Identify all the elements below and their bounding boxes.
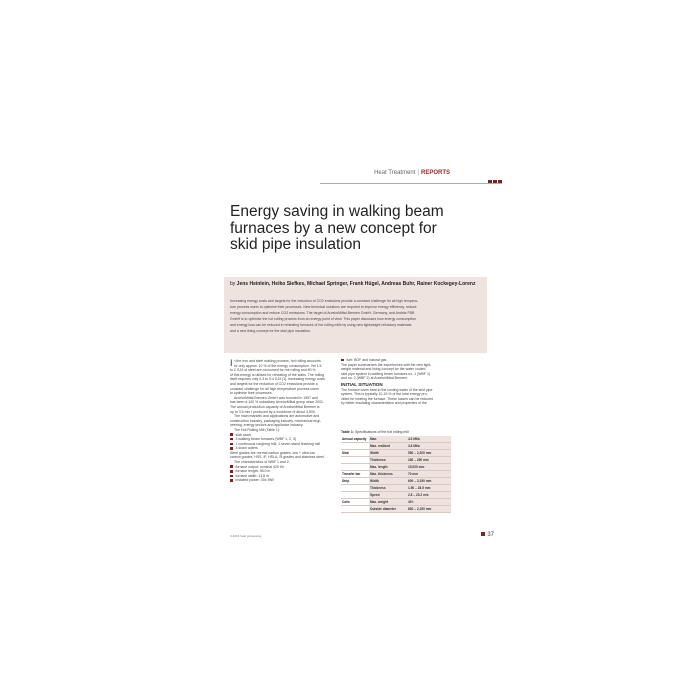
row-param: Width xyxy=(369,450,407,457)
abstract-line: Increasing energy costs and targets for the reduction of CO2 emissions provide a constant challenge for all high tempera- xyxy=(230,299,418,303)
row-group: Coils xyxy=(341,499,369,506)
section-label: Heat Treatment xyxy=(374,170,416,176)
running-header xyxy=(374,170,450,176)
table-row xyxy=(341,499,451,506)
body-line: system. This is typically 10-15 % of the total energy pro- xyxy=(341,392,428,397)
drop-cap: I xyxy=(230,358,233,368)
list-item: 3 down coilers xyxy=(230,446,336,451)
abstract-box xyxy=(224,277,487,353)
row-param: Speed xyxy=(369,492,407,499)
title-line: skid pipe insulation xyxy=(230,236,361,253)
row-value: 3.6 Mt/a xyxy=(407,443,451,450)
body-line: to 2 GJ/t of steel are consumed for hot rolling and 80 % xyxy=(230,368,316,373)
row-value: 180 – 250 mm xyxy=(407,457,451,464)
body-line: skid pipe system in walking beam furnaces no. 1 (WBF 1) xyxy=(341,371,431,376)
table-row xyxy=(341,443,451,450)
body-line: Steel grades are normal carbon grades, low + ultra low xyxy=(230,450,315,455)
row-param: Thickness xyxy=(369,485,407,492)
list-item: slab stock xyxy=(230,433,336,438)
header-rule xyxy=(320,183,502,184)
title-line: Energy saving in walking beam xyxy=(230,203,444,220)
row-group: Slab xyxy=(341,450,369,457)
body-line: The Hot Rolling Mill (Table 1): xyxy=(234,427,280,432)
row-group xyxy=(341,443,369,450)
table-row xyxy=(341,471,451,478)
page-number-text: 37 xyxy=(487,532,494,538)
abstract-line: ture process users to optimise their processes. New technical solutions are required to improve energy efficiency, reduce xyxy=(230,305,417,309)
row-param: Max. thickness xyxy=(369,471,407,478)
body-line: up to 3.6 mio t produced by a workforce of about 3,500. xyxy=(230,409,316,414)
body-line: and no. 2 (WBF 2) at ArcelorMittal Bremen. xyxy=(341,376,408,381)
row-value: 45 t xyxy=(407,499,451,506)
byline xyxy=(230,281,482,288)
row-param: Max. realised xyxy=(369,443,407,450)
list-item: 1 continuous roughing mill, 1 seven stand finishing mill xyxy=(230,442,336,447)
body-line: constant challenge for all high temperature process users xyxy=(230,386,319,391)
abstract-line: and energy loss can be reduced in reheating furnaces of hot rolling mills by using new lightweight refractory materials xyxy=(230,323,412,327)
row-param: Width xyxy=(369,478,407,485)
page-marker-icon xyxy=(481,532,485,536)
list-item: furnace output: nominal 420 t/h xyxy=(230,465,336,470)
header-squares-icon xyxy=(487,171,502,189)
table-row xyxy=(341,506,451,513)
row-group xyxy=(341,464,369,471)
body-line: The main markets and applications are automotive and xyxy=(234,414,320,419)
row-group: Transfer bar xyxy=(341,471,369,478)
row-group xyxy=(341,506,369,513)
body-line: carbon grades, HSS, IF, HSLA, Si grades and stainless steel. xyxy=(230,455,325,460)
row-value: 550 – 2,200 mm xyxy=(407,450,451,457)
body-line: The paper summarises the experiences with the new light- xyxy=(341,362,432,367)
table-row xyxy=(341,457,451,464)
list-item: installed power: 304 MW xyxy=(230,478,336,483)
byline-prefix: by xyxy=(230,281,236,287)
body-line: The furnace loses heat to the cooling water of the skid pipe xyxy=(341,387,433,392)
body-line: ArcelorMittal Bremen GmbH was founded in 1957 and xyxy=(234,395,318,400)
table-caption-label: Table 1: xyxy=(341,430,354,434)
body-line: to optimise their processes. xyxy=(230,391,273,396)
list-item: 3 walking beam furnaces (WBF 1, 2, 3) xyxy=(230,437,336,442)
article-title xyxy=(230,204,480,254)
table-row xyxy=(341,492,451,499)
row-param: Outside diameter xyxy=(369,506,407,513)
body-column-left xyxy=(230,359,336,483)
abstract-line: energy consumption and reduce CO2 emissions. The target of ArcelorMittal Bremen GmbH, Germany, and Andritz FBB xyxy=(230,311,415,315)
header-separator: | xyxy=(417,170,419,176)
row-group: Annual capacity xyxy=(341,436,369,443)
page-number xyxy=(480,532,494,538)
list-item: furnace length: 38.0 m xyxy=(230,469,336,474)
abstract xyxy=(230,298,482,334)
row-value: 800 – 2,150 mm xyxy=(407,506,451,513)
row-value: 15,000 mm xyxy=(407,464,451,471)
table-row xyxy=(341,485,451,492)
body-line: vided for heating the furnace. These losses can be reduced xyxy=(341,396,433,401)
body-line: The annual production capacity of ArcelorMittal Bremen is xyxy=(230,404,320,409)
list-item: fuel: BOF and natural gas xyxy=(341,358,451,363)
body-column-right xyxy=(341,358,451,406)
abstract-line: and a new lining concept for the skid pipe insulation. xyxy=(230,329,311,333)
abstract-line: GmbH is to optimise the hot rolling process from an energy point of view. This paper discusses how energy consumption xyxy=(230,317,417,321)
title-line: furnaces by a new concept for xyxy=(230,219,437,237)
row-param: Max. xyxy=(369,436,407,443)
row-group xyxy=(341,457,369,464)
table-caption-text: Specifications of the hot rolling mill xyxy=(354,430,409,434)
table-row xyxy=(341,478,451,485)
journal-page xyxy=(208,150,502,550)
list-item: furnace width: 13.8 m xyxy=(230,474,336,479)
body-line: for only approx. 10 % of the energy consumption. Yet 1.5 xyxy=(233,363,322,368)
body-line: itself requires only 0.3 to 0.4 GJ/t [1]. Increasing energy costs xyxy=(230,377,325,382)
row-group xyxy=(341,492,369,499)
row-value: 600 – 2,150 mm xyxy=(407,478,451,485)
row-value: 4.0 Mt/a xyxy=(407,436,451,443)
spec-table xyxy=(341,436,451,513)
row-value: 70 mm xyxy=(407,471,451,478)
table-row xyxy=(341,450,451,457)
body-line: weight material and lining concept for the water cooled xyxy=(341,367,426,372)
row-value: 1.50 – 28.5 mm xyxy=(407,485,451,492)
table-row xyxy=(341,464,451,471)
section-heading: INITIAL SITUATION xyxy=(341,382,383,387)
row-group: Strip xyxy=(341,478,369,485)
row-value: 2.8 – 23.2 m/s xyxy=(407,492,451,499)
table-caption xyxy=(341,430,409,434)
body-line: and targets for the reduction of CO2 emissions provide a xyxy=(230,381,318,386)
body-line: construction industry, packaging industry, mechanical engi- xyxy=(230,418,322,423)
row-param: Thickness xyxy=(369,457,407,464)
body-line: n the iron and steel making process, hot rolling accounts xyxy=(233,359,321,363)
body-line: of this energy is utilised for reheating of the slabs. The rolling xyxy=(230,372,325,377)
footer-journal: 3-2016 heat processing xyxy=(230,534,262,538)
body-line: by better insulating characteristics and properties of the xyxy=(341,401,427,406)
body-line: The characteristics of WBF 1 and 2: xyxy=(234,460,290,465)
row-group xyxy=(341,485,369,492)
author-list: Jens Heinlein, Heiko Siefkes, Michael Springer, Frank Hügel, Andreas Buhr, Rainer Kockegey-Lorenz xyxy=(236,281,476,287)
category-label: REPORTS xyxy=(420,170,450,176)
row-param: Max. length xyxy=(369,464,407,471)
body-line: has been a 100 % subsidiary ArcelorMittal group since 2001. xyxy=(230,400,324,405)
body-line: neering, energy sectors and appliance industry. xyxy=(230,423,304,428)
row-param: Max. weight xyxy=(369,499,407,506)
